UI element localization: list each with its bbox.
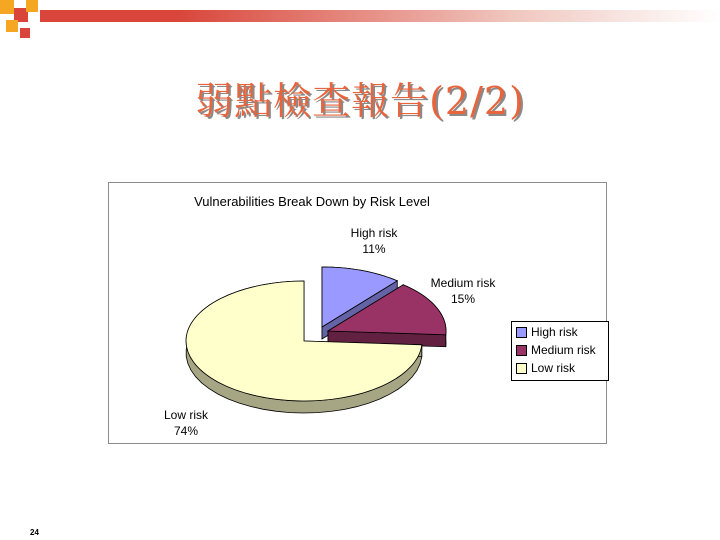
header-gradient-bar	[40, 10, 720, 22]
data-label-value-medium: 15%	[450, 292, 476, 306]
corner-square-orange-3	[6, 20, 18, 32]
data-label-value-low: 74%	[173, 424, 199, 438]
corner-square-red-2	[20, 28, 30, 38]
legend-swatch-medium	[516, 345, 527, 356]
data-label-name-high: High risk	[350, 226, 398, 240]
legend-label-medium: Medium risk	[531, 343, 596, 357]
pie-chart	[109, 183, 606, 443]
corner-decoration	[0, 0, 48, 48]
legend-swatch-high	[516, 327, 527, 338]
legend-item-low	[516, 360, 575, 376]
corner-square-orange-2	[26, 0, 38, 12]
chart-frame	[108, 182, 607, 444]
legend-label-low: Low risk	[531, 361, 576, 375]
page-number: 24	[30, 528, 39, 537]
legend-swatch-low	[516, 363, 527, 374]
slide-title: 弱點檢查報告(2/2)	[195, 79, 525, 123]
legend-label-high: High risk	[531, 325, 578, 339]
data-label-value-high: 11%	[362, 242, 386, 256]
data-label-name-medium: Medium risk	[430, 276, 496, 290]
corner-square-orange	[0, 0, 14, 14]
legend-item-high	[516, 324, 578, 340]
chart-legend	[511, 321, 609, 381]
chart-title: Vulnerabilities Break Down by Risk Level	[194, 194, 430, 209]
data-label-name-low: Low risk	[163, 408, 209, 422]
legend-item-medium	[516, 342, 596, 358]
